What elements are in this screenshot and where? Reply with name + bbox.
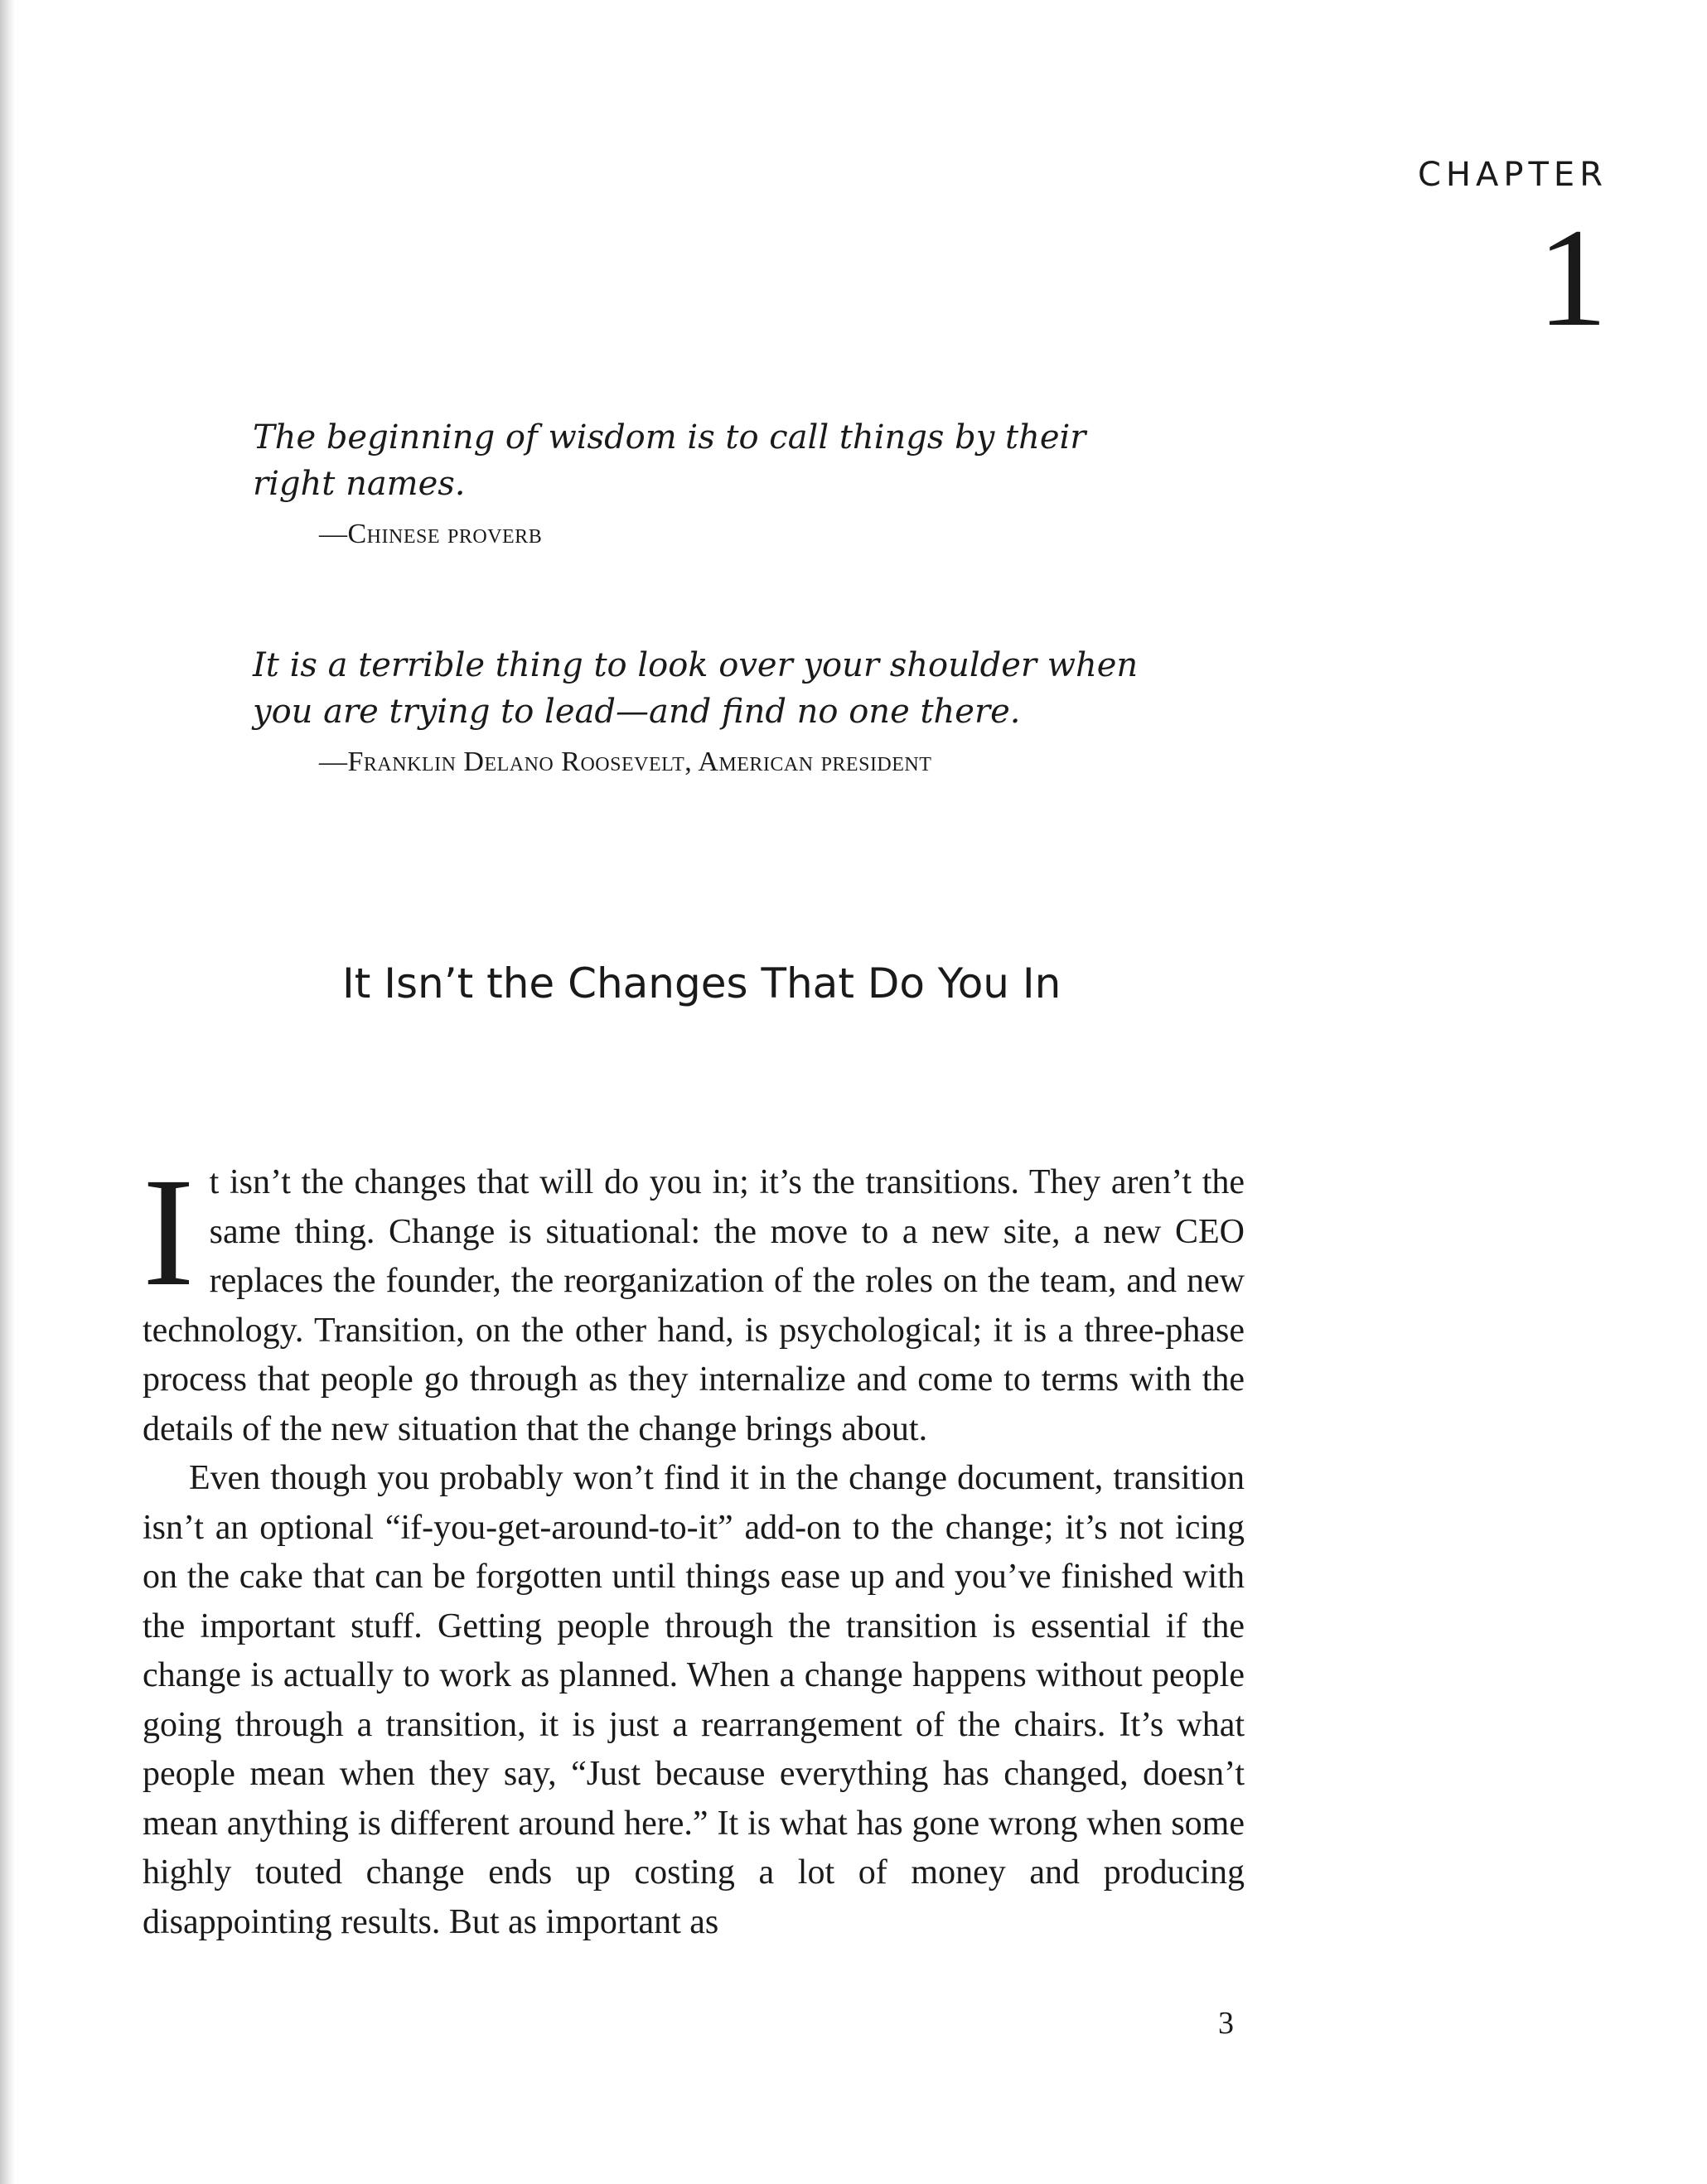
paragraph-1-text: t isn’t the changes that will do you in; it’s the transitions. They aren’t the same thing. Change is situational: the move to a new site, a new CEO replaces the founder, the reorganization of the roles on the team, and new technology. Transition, on the other hand, is psychological; it is a three-phase process that people go through as they internalize and come to terms with the details of the new situation that the change brings about. [143,1163,1245,1448]
page-edge-shadow [0,0,15,2184]
epigraph-2 [253,642,1164,778]
epigraph-quote: The beginning of wisdom is to call things by their right names. [253,418,1086,503]
section-title-text: It Isn’t the Changes That Do You In [342,959,1061,1007]
drop-cap: I [143,1145,195,1318]
body-text [143,1145,1245,1947]
epigraph-attribution: —Chinese proverb [319,519,543,549]
page-number: 3 [1218,2006,1234,2041]
paragraph-2: Even though you probably won’t find it in the change document, transition isn’t an optional “if-you-get-around-to-it” add-on to the change; it’s not icing on the cake that can be forgotten until things ease up and you’ve finished with the important stuff. Getting people through the transition is essential if the change is actually to work as planned. When a change happens without people going through a transition, it is just a rearrangement of the chairs. It’s what people mean when they say, “Just because everything has changed, doesn’t mean anything is different around here.” It is what has gone wrong when some highly touted change ends up costing a lot of money and producing disappointing results. But as important as [143,1459,1245,1941]
epigraph-quote: It is a terrible thing to look over your shoulder when you are trying to lead—and find no one there. [253,646,1139,731]
chapter-label: CHAPTER [1418,156,1608,194]
paragraph-1 [143,1145,1245,1454]
epigraph-attribution: —Franklin Delano Roosevelt, American president [319,747,932,777]
epigraph-1 [253,414,1164,550]
chapter-number: 1 [1537,200,1608,355]
